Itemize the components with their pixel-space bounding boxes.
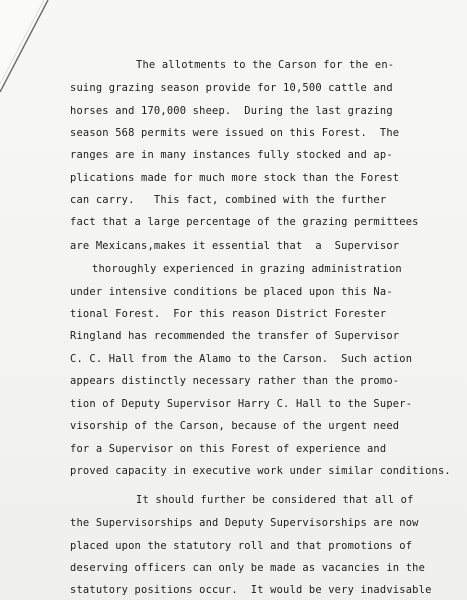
text-line-5: ranges are in many instances fully stocked and ap- bbox=[70, 149, 393, 161]
text-line-21: the Supervisorships and Deputy Supervisorships are now bbox=[70, 517, 419, 529]
text-line-2: suing grazing season provide for 10,500 cattle and bbox=[70, 82, 393, 94]
text-line-17: visorship of the Carson, because of the urgent need bbox=[70, 420, 400, 432]
text-line-20: It should further be considered that all of bbox=[136, 494, 414, 506]
text-line-24: statutory positions occur. It would be very inadvisable bbox=[70, 584, 432, 596]
text-line-22: placed upon the statutory roll and that promotions of bbox=[70, 540, 413, 552]
text-line-16: tion of Deputy Supervisor Harry C. Hall to the Super- bbox=[70, 398, 413, 410]
text-line-15: appears distinctly necessary rather than the promo- bbox=[70, 375, 400, 387]
text-line-13: Ringland has recommended the transfer of Supervisor bbox=[70, 330, 400, 342]
text-line-11: under intensive conditions be placed upon this Na- bbox=[70, 286, 393, 298]
text-line-1: The allotments to the Carson for the en- bbox=[136, 59, 395, 71]
text-line-4: season 568 permits were issued on this Forest. The bbox=[70, 127, 400, 139]
text-line-18: for a Supervisor on this Forest of experience and bbox=[70, 443, 387, 455]
text-line-7: can carry. This fact, combined with the further bbox=[70, 194, 387, 206]
text-line-19: proved capacity in executive work under similar conditions. bbox=[70, 465, 451, 477]
text-line-6: plications made for much more stock than the Forest bbox=[70, 172, 400, 184]
text-line-8: fact that a large percentage of the grazing permittees bbox=[70, 216, 419, 228]
text-line-14: C. C. Hall from the Alamo to the Carson. Such action bbox=[70, 353, 413, 365]
text-line-12: tional Forest. For this reason District Forester bbox=[70, 308, 387, 320]
text-line-3: horses and 170,000 sheep. During the last grazing bbox=[70, 105, 393, 117]
text-line-10: thoroughly experienced in grazing administration bbox=[92, 263, 402, 275]
text-line-23: deserving officers can only be made as vacancies in the bbox=[70, 562, 426, 574]
text-line-9: are Mexicans,makes it essential that a Supervisor bbox=[70, 240, 400, 252]
